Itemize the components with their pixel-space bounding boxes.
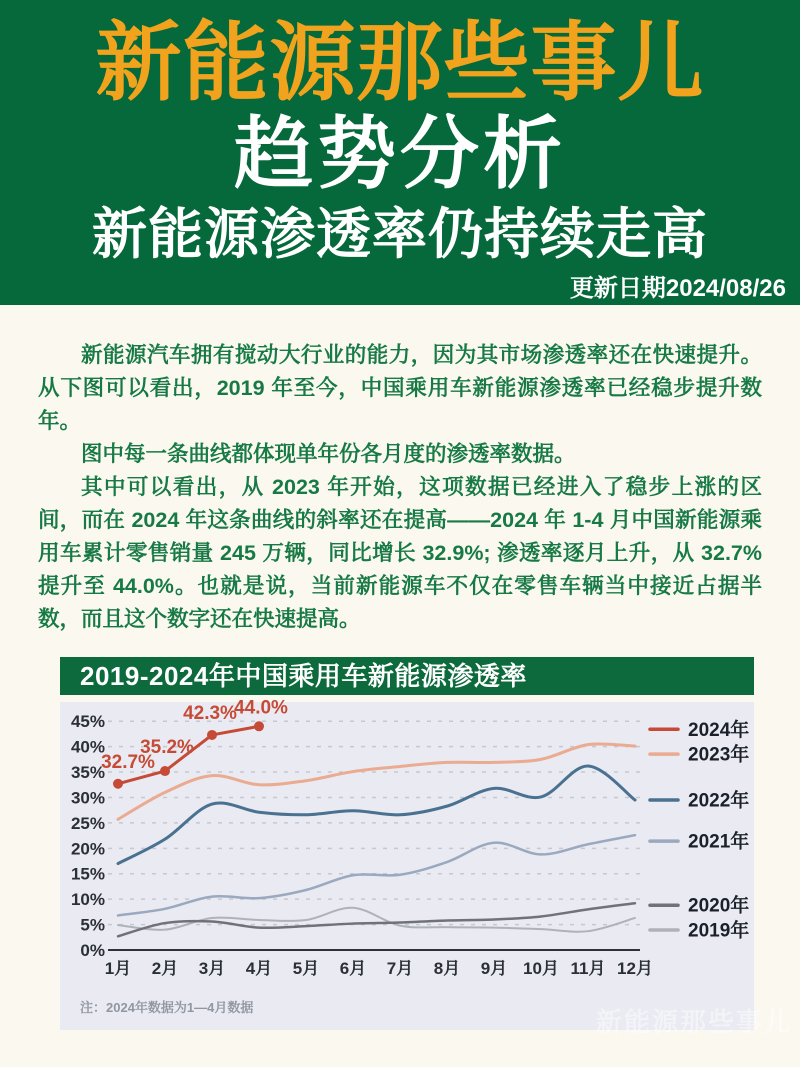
y-tick-35: 35% xyxy=(70,763,105,783)
x-tick-12: 12月 xyxy=(617,959,653,978)
legend-label-2019年: 2019年 xyxy=(688,920,750,942)
y-tick-0: 0% xyxy=(80,941,105,960)
x-tick-4: 4月 xyxy=(245,959,273,978)
chart-plot-area xyxy=(60,697,754,1030)
x-tick-11: 11月 xyxy=(570,959,606,978)
brand-title: 新能源那些事儿 xyxy=(95,15,705,111)
page-subtitle: 新能源渗透率仍持续走高 xyxy=(91,203,708,265)
y-tick-45: 45% xyxy=(70,712,105,732)
data-label-35.2%: 35.2% xyxy=(140,737,194,759)
intro-paragraph-1: 新能源汽车拥有搅动大行业的能力，因为其市场渗透率还在快速提升。从下图可以看出，2019 年至今，中国乘用车新能源渗透率已经稳步提升数年。 xyxy=(38,343,762,433)
page-title: 趋势分析 xyxy=(234,109,566,198)
data-label-32.7%: 32.7% xyxy=(101,751,155,773)
y-tick-30: 30% xyxy=(70,788,105,808)
x-tick-1: 1月 xyxy=(104,959,132,978)
data-point-2024年-2 xyxy=(160,766,170,776)
legend-label-2022年: 2022年 xyxy=(688,790,750,812)
intro-paragraph-3: 其中可以看出，从 2023 年开始，这项数据已经进入了稳步上涨的区间，而在 2024 年这条曲线的斜率还在提高——2024 年 1-4 月中国新能源乘用车累计零售销量 245 万辆，同比增长 32.9%; 渗透率逐月上升，从 32.7% 提升至 44.0%。也就是说，当前新能源车不仅在零售车辆当中接近占据半数，而且这个数字还在快速提高。 xyxy=(38,475,762,631)
update-date: 更新日期2024/08/26 xyxy=(569,275,786,302)
y-tick-15: 15% xyxy=(70,864,105,884)
penetration-line-chart xyxy=(60,697,754,1030)
legend-label-2023年: 2023年 xyxy=(688,744,750,766)
data-point-2024年-4 xyxy=(254,721,264,731)
x-tick-7: 7月 xyxy=(386,959,414,978)
data-point-2024年-3 xyxy=(207,730,217,740)
y-tick-10: 10% xyxy=(70,890,105,910)
legend-label-2024年: 2024年 xyxy=(688,719,750,741)
x-tick-10: 10月 xyxy=(523,959,559,978)
watermark: 新能源那些事儿 xyxy=(595,1007,792,1037)
chart-title-bar xyxy=(60,657,754,695)
chart-line-2023年 xyxy=(118,744,635,819)
y-tick-20: 20% xyxy=(70,839,105,859)
x-tick-6: 6月 xyxy=(339,959,367,978)
chart-card xyxy=(60,657,754,1030)
legend-label-2020年: 2020年 xyxy=(688,895,750,917)
y-tick-5: 5% xyxy=(80,915,105,935)
data-point-2024年-1 xyxy=(113,779,123,789)
x-tick-8: 8月 xyxy=(433,959,461,978)
chart-title: 2019-2024年中国乘用车新能源渗透率 xyxy=(80,661,527,691)
chart-line-2021年 xyxy=(118,835,635,915)
intro-text xyxy=(0,305,800,636)
y-tick-25: 25% xyxy=(70,813,105,833)
chart-note: 注：2024年数据为1—4月数据 xyxy=(80,1000,254,1015)
legend-label-2021年: 2021年 xyxy=(688,831,750,853)
intro-paragraph-2: 图中每一条曲线都体现单年份各月度的渗透率数据。 xyxy=(81,442,576,466)
data-label-42.3%: 42.3% xyxy=(183,702,237,724)
data-label-44.0%: 44.0% xyxy=(234,697,288,719)
chart-line-2019年 xyxy=(118,908,635,932)
masthead xyxy=(0,0,800,305)
x-tick-9: 9月 xyxy=(480,959,508,978)
x-tick-2: 2月 xyxy=(151,959,179,978)
y-tick-40: 40% xyxy=(70,737,105,757)
x-tick-5: 5月 xyxy=(292,959,320,978)
x-tick-3: 3月 xyxy=(198,959,226,978)
